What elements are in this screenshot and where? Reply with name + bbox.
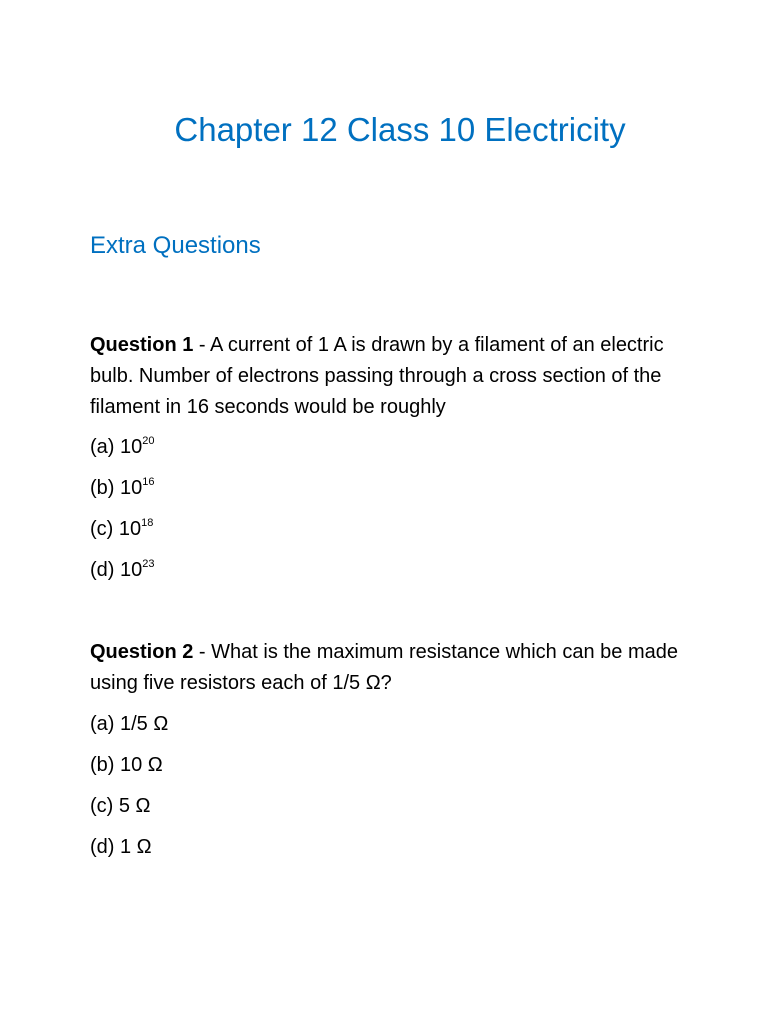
option-prefix: (d) <box>90 559 120 581</box>
option-exponent: 20 <box>142 435 155 447</box>
option-exponent: 18 <box>141 517 154 529</box>
question-1-option-c <box>90 516 153 542</box>
option-exponent: 23 <box>142 558 155 570</box>
option-base: 10 <box>120 436 143 458</box>
question-1-label: Question 1 <box>90 334 194 356</box>
option-prefix: (b) <box>90 477 120 499</box>
question-2 <box>90 637 690 699</box>
option-base: 10 <box>118 518 142 540</box>
section-heading: Extra Questions <box>90 232 261 259</box>
question-2-separator: - <box>193 641 212 663</box>
question-1-separator: - <box>193 334 211 356</box>
page-title: Chapter 12 Class 10 Electricity <box>174 111 626 148</box>
question-1-text: A current of 1 A is drawn by a filament of an electric bulb. Number of electrons passing through a cross section of the filament in 16 seconds would be roughly <box>90 334 664 418</box>
question-1-option-a <box>90 434 155 460</box>
question-2-option-c: (c) 5 Ω <box>90 795 151 817</box>
option-prefix: (c) <box>90 518 119 540</box>
question-2-text: What is the maximum resistance which can be made using five resistors each of 1/5 Ω? <box>90 641 678 694</box>
option-base: 10 <box>120 559 143 581</box>
question-2-option-b: (b) 10 Ω <box>90 754 163 776</box>
question-2-option-d: (d) 1 Ω <box>90 836 152 858</box>
question-1-option-b <box>90 475 155 501</box>
option-base: 10 <box>120 477 143 499</box>
question-1-option-d <box>90 557 155 583</box>
question-1 <box>90 330 690 423</box>
option-prefix: (a) <box>90 436 120 458</box>
question-2-label: Question 2 <box>90 641 194 663</box>
option-exponent: 16 <box>142 476 155 488</box>
question-2-option-a: (a) 1/5 Ω <box>90 713 169 735</box>
